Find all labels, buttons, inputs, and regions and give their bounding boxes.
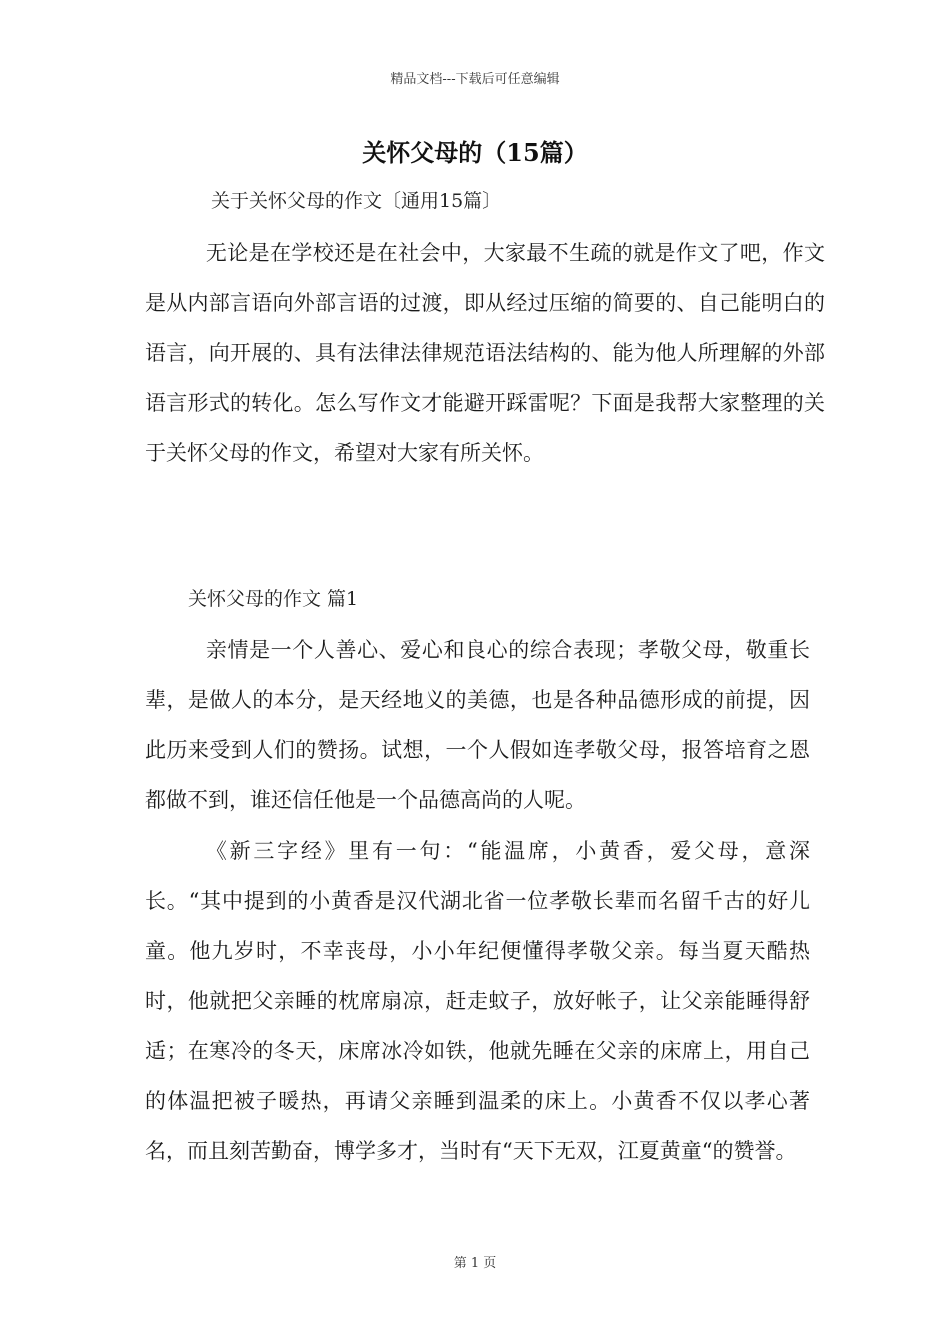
body-paragraph: 亲情是一个人善心、爱心和良心的综合表现；孝敬父母，敬重长辈，是做人的本分，是天经地义的美德，也是各种品德形成的前提，因此历来受到人们的赞扬。试想，一个人假如连孝敬父母，报答培育之恩都做不到，谁还信任他是一个品德高尚的人呢。 bbox=[145, 638, 810, 812]
section-heading: 关怀父母的作文 篇1 bbox=[188, 588, 359, 610]
document-subtitle: 关于关怀父母的作文〔通用15篇〕 bbox=[211, 190, 502, 212]
header-note: 精品文档---下载后可任意编辑 bbox=[390, 72, 560, 87]
body-paragraph: 《新三字经》里有一句：“能温席，小黄香，爱父母，意深长。“其中提到的小黄香是汉代湖北省一位孝敬长辈而名留千古的好儿童。他九岁时，不幸丧母，小小年纪便懂得孝敬父亲。每当夏天酷热时，他就把父亲睡的枕席扇凉，赶走蚊子，放好帐子，让父亲能睡得舒适；在寒冷的冬天，床席冰冷如铁，他就先睡在父亲的床席上，用自己的体温把被子暖热，再请父亲睡到温柔的床上。小黄香不仅以孝心著名，而且刻苦勤奋，博学多才，当时有“天下无双，江夏黄童“的赞誉。 bbox=[145, 839, 810, 1163]
page-number: 第 1 页 bbox=[453, 1256, 497, 1271]
document-title: 关怀父母的（15篇） bbox=[362, 138, 588, 167]
intro-paragraph: 无论是在学校还是在社会中，大家最不生疏的就是作文了吧，作文是从内部言语向外部言语的过渡，即从经过压缩的简要的、自己能明白的语言，向开展的、具有法律法律规范语法结构的、能为他人所理解的外部语言形式的转化。怎么写作文才能避开踩雷呢？下面是我帮大家整理的关于关怀父母的作文，希望对大家有所关怀。 bbox=[145, 241, 825, 465]
